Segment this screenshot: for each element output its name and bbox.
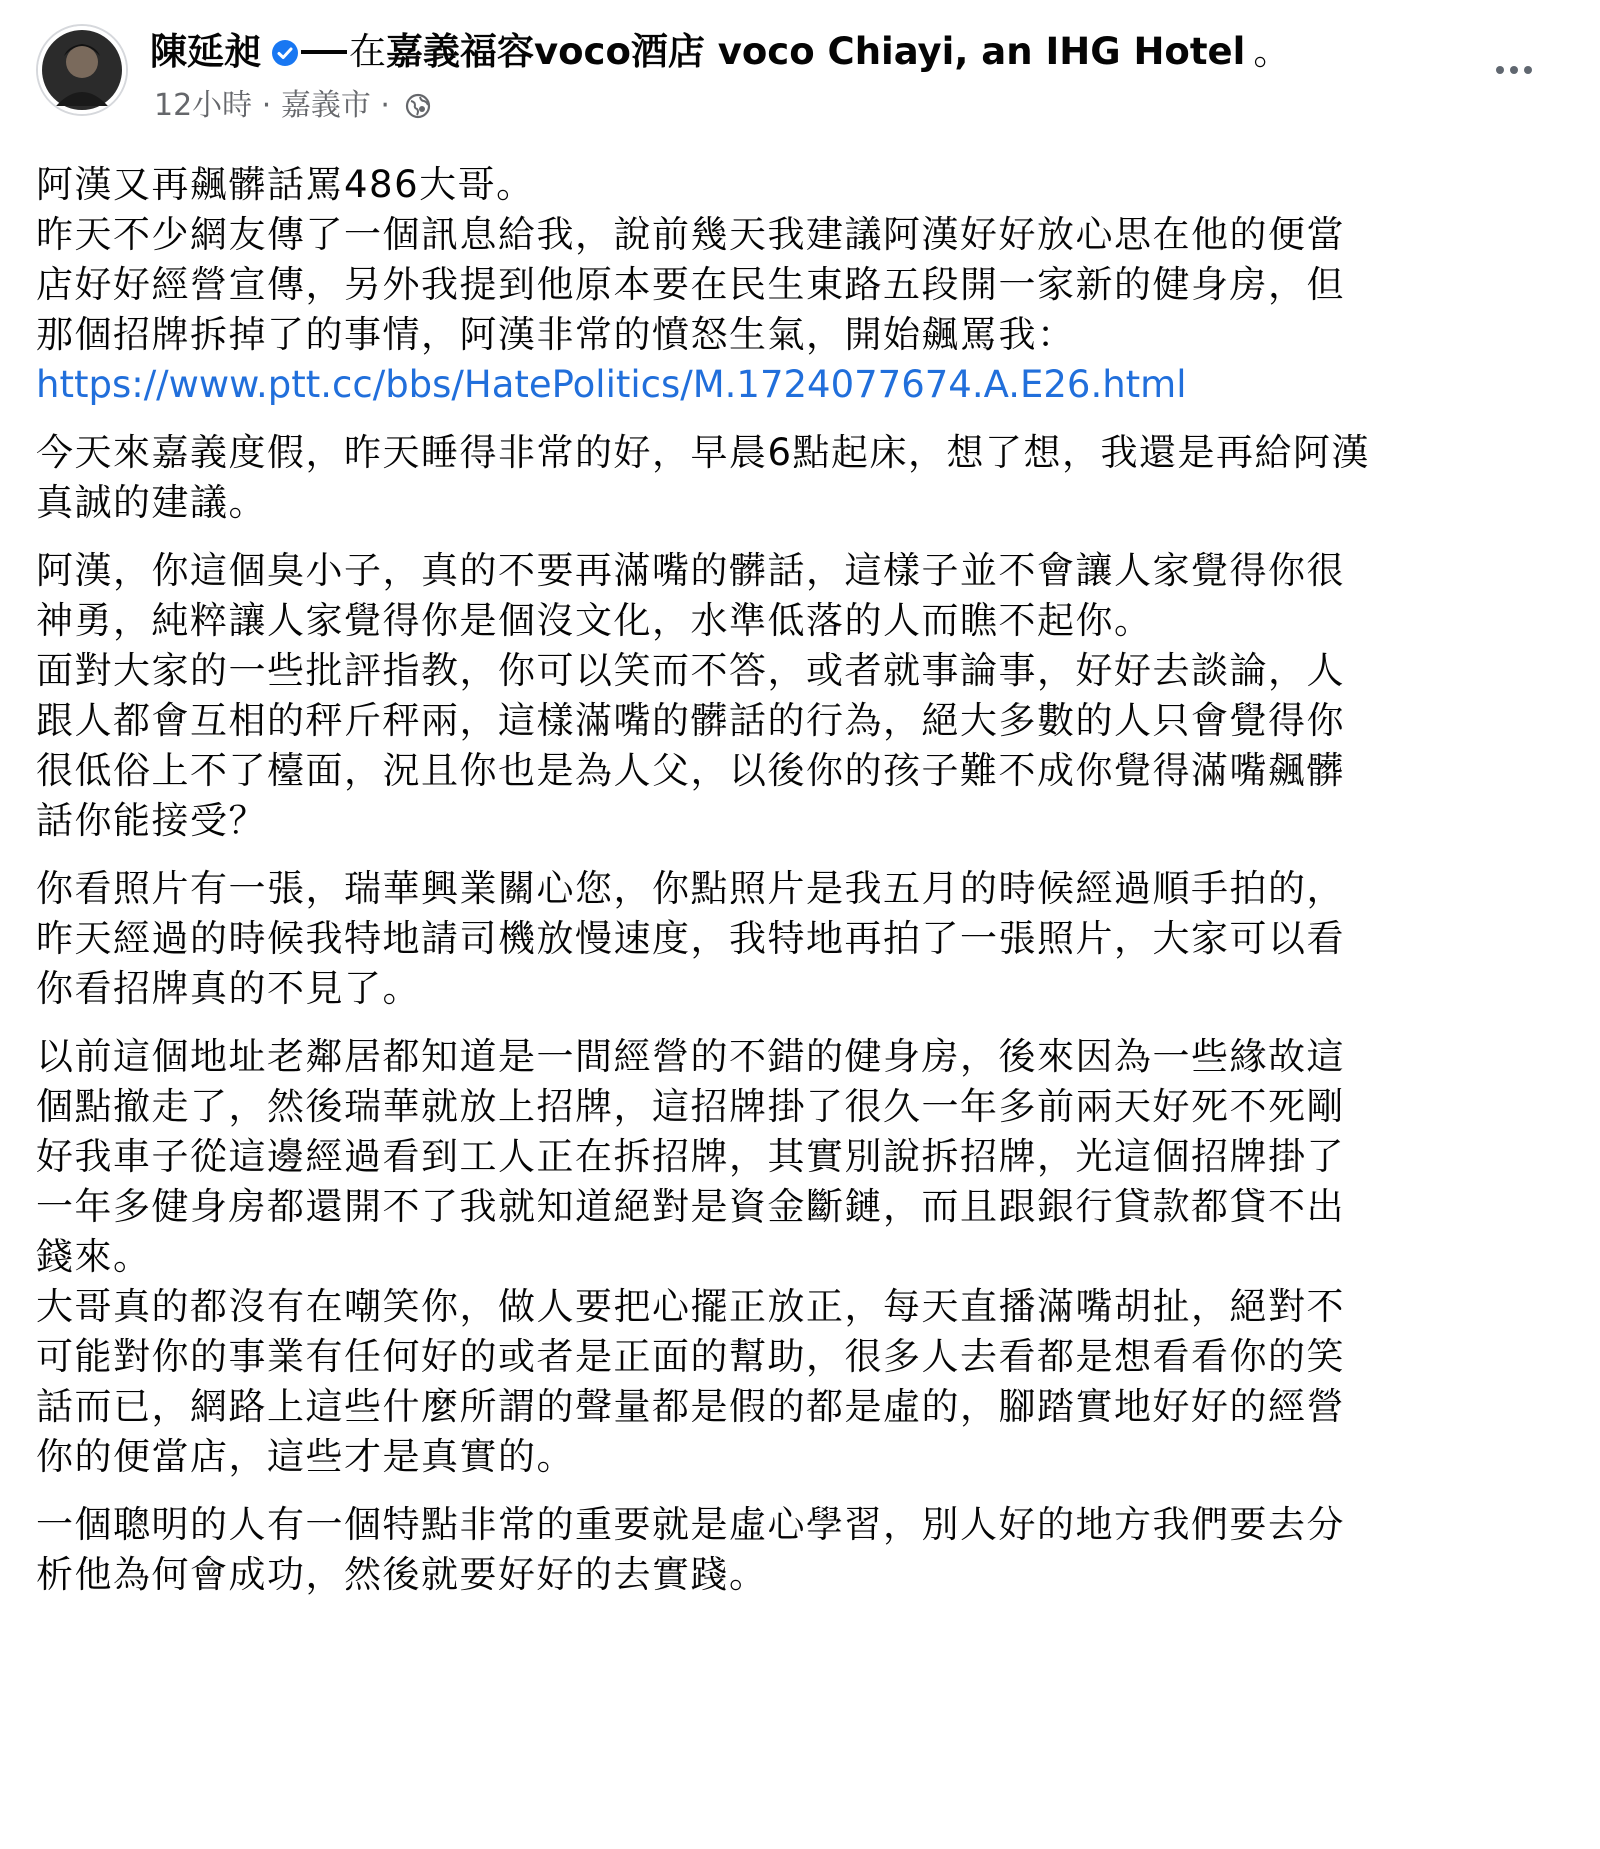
post-text-line: 很低俗上不了檯面，況且你也是為人父，以後你的孩子難不成你覺得滿嘴飆髒	[36, 749, 1345, 792]
post-paragraph	[36, 1032, 1566, 1482]
post-text-line: 你的便當店，這些才是真實的。	[36, 1435, 575, 1478]
post-text-line: 錢來。	[36, 1235, 152, 1278]
checkin-place-link[interactable]: 嘉義福容voco酒店 voco Chiayi, an IHG Hotel	[386, 30, 1246, 73]
post-meta	[154, 86, 431, 126]
post-text-line: 一個聰明的人有一個特點非常的重要就是虛心學習，別人好的地方我們要去分	[36, 1503, 1345, 1546]
post-text-line: 可能對你的事業有任何好的或者是正面的幫助，很多人去看都是想看看你的笑	[36, 1335, 1345, 1378]
post-text-line: 話而已，網路上這些什麼所謂的聲量都是假的都是虛的，腳踏實地好好的經營	[36, 1385, 1345, 1428]
post-text-line: 你看照片有一張，瑞華興業關心您，你點照片是我五月的時候經過順手拍的，	[36, 867, 1345, 910]
post-header	[36, 18, 1566, 138]
meta-separator: ·	[261, 88, 272, 123]
post-paragraph	[36, 160, 1566, 410]
post-text-line: 話你能接受？	[36, 799, 267, 842]
post-text-line: 店好好經營宣傳，另外我提到他原本要在民生東路五段開一家新的健身房，但	[36, 263, 1345, 306]
verified-badge-icon	[271, 39, 299, 67]
post-text-line: 那個招牌拆掉了的事情，阿漢非常的憤怒生氣，開始飆罵我：	[36, 313, 1076, 356]
post-paragraph	[36, 546, 1566, 846]
post-text-line: 昨天不少網友傳了一個訊息給我，說前幾天我建議阿漢好好放心思在他的便當	[36, 213, 1345, 256]
more-horizontal-icon	[1510, 66, 1518, 74]
post-paragraph	[36, 1500, 1566, 1600]
ptt-article-link[interactable]: https://www.ptt.cc/bbs/HatePolitics/M.1724077674.A.E26.html	[36, 363, 1187, 406]
more-options-button[interactable]	[1482, 44, 1546, 96]
checkin-dash	[301, 50, 347, 54]
post-text-line: 析他為何會成功，然後就要好好的去實踐。	[36, 1553, 768, 1596]
post-text-line: 阿漢又再飆髒話罵486大哥。	[36, 163, 535, 206]
post-text-line: 你看招牌真的不見了。	[36, 967, 421, 1010]
globe-icon[interactable]	[405, 93, 431, 119]
post-title-line	[150, 24, 1410, 80]
post-body	[36, 160, 1566, 1600]
more-horizontal-icon	[1496, 66, 1504, 74]
post-text-line: 跟人都會互相的秤斤秤兩，這樣滿嘴的髒話的行為，絕大多數的人只會覺得你	[36, 699, 1345, 742]
post-text-line: 真誠的建議。	[36, 481, 267, 524]
author-name[interactable]: 陳延昶	[150, 30, 261, 73]
post-text-line: 今天來嘉義度假，昨天睡得非常的好，早晨6點起床，想了想，我還是再給阿漢	[36, 431, 1371, 474]
post-text-line: 面對大家的一些批評指教，你可以笑而不答，或者就事論事，好好去談論，人	[36, 649, 1345, 692]
post-text-line: 大哥真的都沒有在嘲笑你，做人要把心擺正放正，每天直播滿嘴胡扯，絕對不	[36, 1285, 1345, 1328]
author-avatar[interactable]	[36, 24, 128, 116]
post-text-line: 以前這個地址老鄰居都知道是一間經營的不錯的健身房，後來因為一些緣故這	[36, 1035, 1345, 1078]
post-text-line: 神勇，純粹讓人家覺得你是個沒文化，水準低落的人而瞧不起你。	[36, 599, 1153, 642]
post-text-line: 一年多健身房都還開不了我就知道絕對是資金斷鏈，而且跟銀行貸款都貸不出	[36, 1185, 1345, 1228]
post-paragraph	[36, 864, 1566, 1014]
avatar-photo	[38, 26, 126, 114]
meta-separator: ·	[380, 88, 390, 123]
post-location[interactable]: 嘉義市	[280, 88, 371, 123]
checkin-prefix: 在	[349, 30, 386, 73]
more-horizontal-icon	[1524, 66, 1532, 74]
post-text-line: 阿漢，你這個臭小子，真的不要再滿嘴的髒話，這樣子並不會讓人家覺得你很	[36, 549, 1345, 592]
post-text-line: 個點撤走了，然後瑞華就放上招牌，這招牌掛了很久一年多前兩天好死不死剛	[36, 1085, 1345, 1128]
post-timestamp[interactable]: 12小時	[154, 88, 253, 123]
post-text-line: 好我車子從這邊經過看到工人正在拆招牌，其實別說拆招牌，光這個招牌掛了	[36, 1135, 1345, 1178]
post-paragraph	[36, 428, 1566, 528]
checkin-suffix: 。	[1253, 30, 1291, 73]
post-text-line: 昨天經過的時候我特地請司機放慢速度，我特地再拍了一張照片，大家可以看	[36, 917, 1345, 960]
